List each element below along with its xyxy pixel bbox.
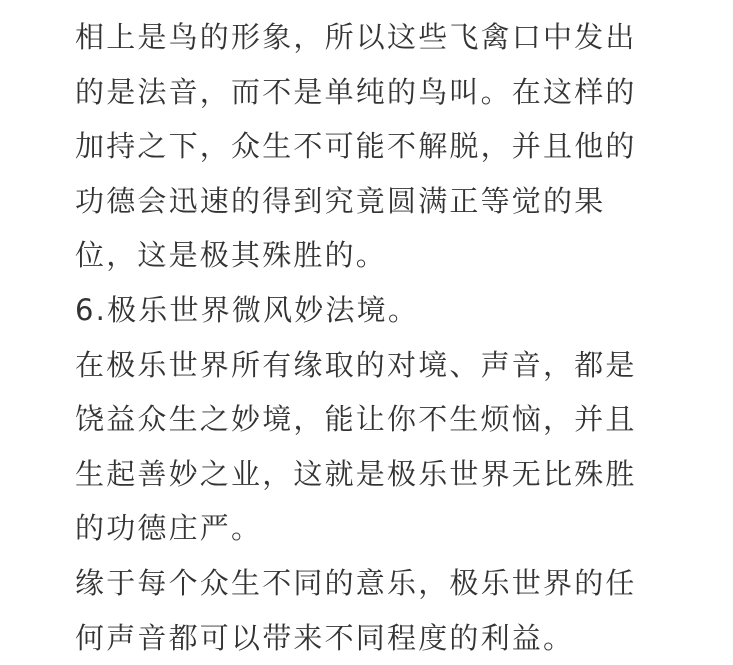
article-body [75, 10, 655, 665]
paragraph [75, 338, 655, 556]
text-line: 缘于每个众生不同的意乐，极乐世界的任 [75, 565, 637, 600]
text-line: 功德会迅速的得到究竟圆满正等觉的果 [75, 183, 606, 218]
text-line: 6.极乐世界微风妙法境。 [75, 292, 420, 327]
paragraph [75, 556, 655, 665]
text-line: 的功德庄严。 [75, 511, 263, 546]
text-line: 在极乐世界所有缘取的对境、声音，都是 [75, 347, 637, 382]
text-line: 位，这是极其殊胜的。 [75, 238, 388, 273]
text-line: 生起善妙之业，这就是极乐世界无比殊胜 [75, 456, 637, 491]
text-line: 饶益众生之妙境，能让你不生烦恼，并且 [75, 402, 637, 437]
text-line: 何声音都可以带来不同程度的利益。 [75, 620, 575, 655]
text-line: 加持之下，众生不可能不解脱，并且他的 [75, 129, 637, 164]
text-line: 相上是鸟的形象，所以这些飞禽口中发出 [75, 20, 637, 54]
text-line: 的是法音，而不是单纯的鸟叫。在这样的 [75, 74, 637, 109]
paragraph [75, 10, 655, 283]
section-heading [75, 283, 655, 338]
